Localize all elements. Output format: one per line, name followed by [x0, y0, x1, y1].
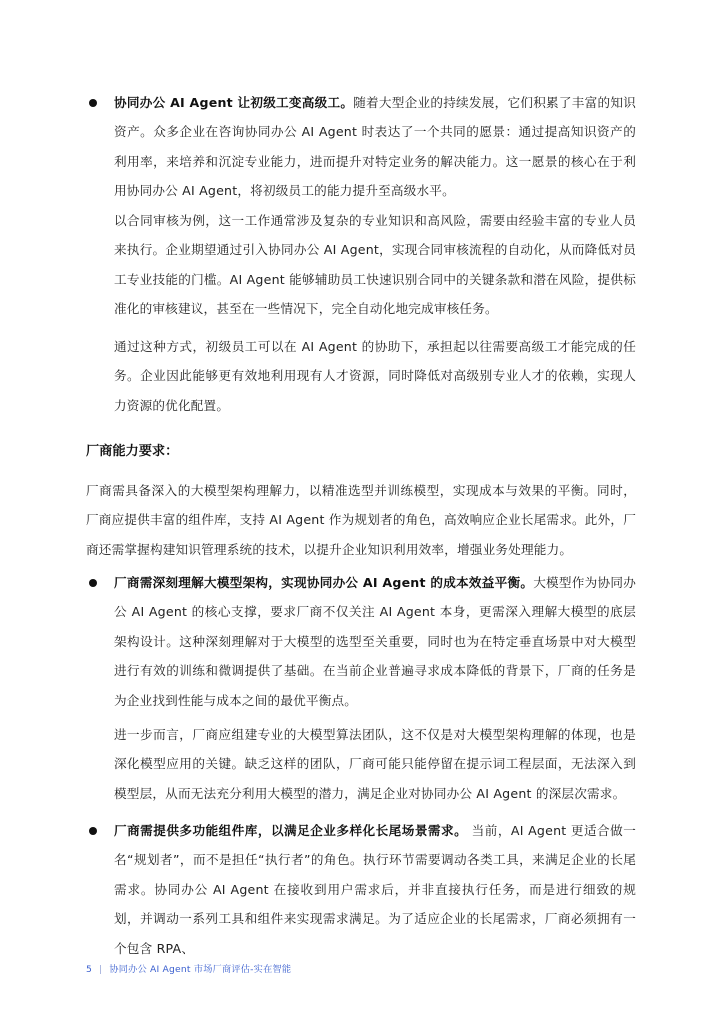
bullet-body: 当前，AI Agent 更适合做一名“规划者”，而不是担任“执行者”的角色。执行环节需要调动各类工具，来满足企业的长尾需求。协同办公 AI Agent 在接收到用户需求后，并非直接执行任务，而是进行细致的规划，并调动一系列工具和组件来实现需求满足。为了适应企业的长尾需求，厂商必须拥有一个包含 RPA、 — [114, 823, 637, 956]
bullet-text — [114, 568, 636, 715]
bullet-lead: 厂商需深刻理解大模型架构，实现协同办公 AI Agent 的成本效益平衡。 — [114, 575, 534, 590]
bullet-text — [114, 88, 636, 206]
bullet-body: 随着大型企业的持续发展，它们积累了丰富的知识资产。众多企业在咨询协同办公 AI Agent 时表达了一个共同的愿景：通过提高知识资产的利用率，来培养和沉淀专业能力，进而提升对特定业务的解决能力。这一愿景的核心在于利用协同办公 AI Agent，将初级员工的能力提升至高级水平。 — [114, 95, 636, 199]
paragraph-text: 厂商需具备深入的大模型架构理解力，以精准选型并训练模型，实现成本与效果的平衡。同时，厂商应提供丰富的组件库，支持 AI Agent 作为规划者的角色，高效响应企业长尾需求。此外，厂商还需掌握构建知识管理系统的技术，以提升企业知识利用效率，增强业务处理能力。 — [86, 483, 636, 557]
section-heading: 厂商能力要求： — [86, 444, 179, 459]
paragraph-text: 通过这种方式，初级员工可以在 AI Agent 的协助下，承担起以往需要高级工才能完成的任务。企业因此能够更有效地利用现有人才资源，同时降低对高级别专业人才的依赖，实现人力资源的优化配置。 — [114, 339, 636, 413]
bullet-lead: 协同办公 AI Agent 让初级工变高级工。 — [114, 95, 354, 110]
footer-title: 协同办公 AI Agent 市场厂商评估-实在智能 — [109, 964, 292, 975]
bullet-text — [114, 816, 636, 963]
paragraph-algorithm-team — [114, 720, 636, 808]
page-number: 5 — [86, 964, 93, 975]
bullet-lead: 厂商需提供多功能组件库，以满足企业多样化长尾场景需求。 — [114, 823, 468, 838]
paragraph-vendor-intro — [86, 476, 636, 564]
paragraph-text: 进一步而言，厂商应组建专业的大模型算法团队，这不仅是对大模型架构理解的体现，也是深化模型应用的关键。缺乏这样的团队，厂商可能只能停留在提示词工程层面，无法深入到模型层，从而无法充分利用大模型的潜力，满足企业对协同办公 AI Agent 的深层次需求。 — [114, 727, 636, 801]
bullet-body: 大模型作为协同办公 AI Agent 的核心支撑，要求厂商不仅关注 AI Agent 本身，更需深入理解大模型的底层架构设计。这种深刻理解对于大模型的选型至关重要，同时也为在特定垂直场景中对大模型进行有效的训练和微调提供了基础。在当前企业普遍寻求成本降低的背景下，厂商的任务是为企业找到性能与成本之间的最优平衡点。 — [114, 575, 636, 708]
footer-separator: | — [99, 964, 103, 975]
page-footer — [86, 961, 291, 975]
paragraph-contract-review — [114, 206, 636, 324]
bullet-item-model-architecture — [114, 568, 636, 715]
bullet-item-junior-to-senior — [114, 88, 636, 206]
bullet-marker — [89, 827, 97, 835]
paragraph-text: 以合同审核为例，这一工作通常涉及复杂的专业知识和高风险，需要由经验丰富的专业人员来执行。企业期望通过引入协同办公 AI Agent，实现合同审核流程的自动化，从而降低对员工专业技能的门槛。AI Agent 能够辅助员工快速识别合同中的关键条款和潜在风险，提供标准化的审核建议，甚至在一些情况下，完全自动化地完成审核任务。 — [114, 213, 636, 317]
paragraph-hr-optimization — [114, 332, 636, 420]
bullet-item-component-library — [114, 816, 636, 963]
bullet-marker — [89, 579, 97, 587]
bullet-marker — [89, 99, 97, 107]
